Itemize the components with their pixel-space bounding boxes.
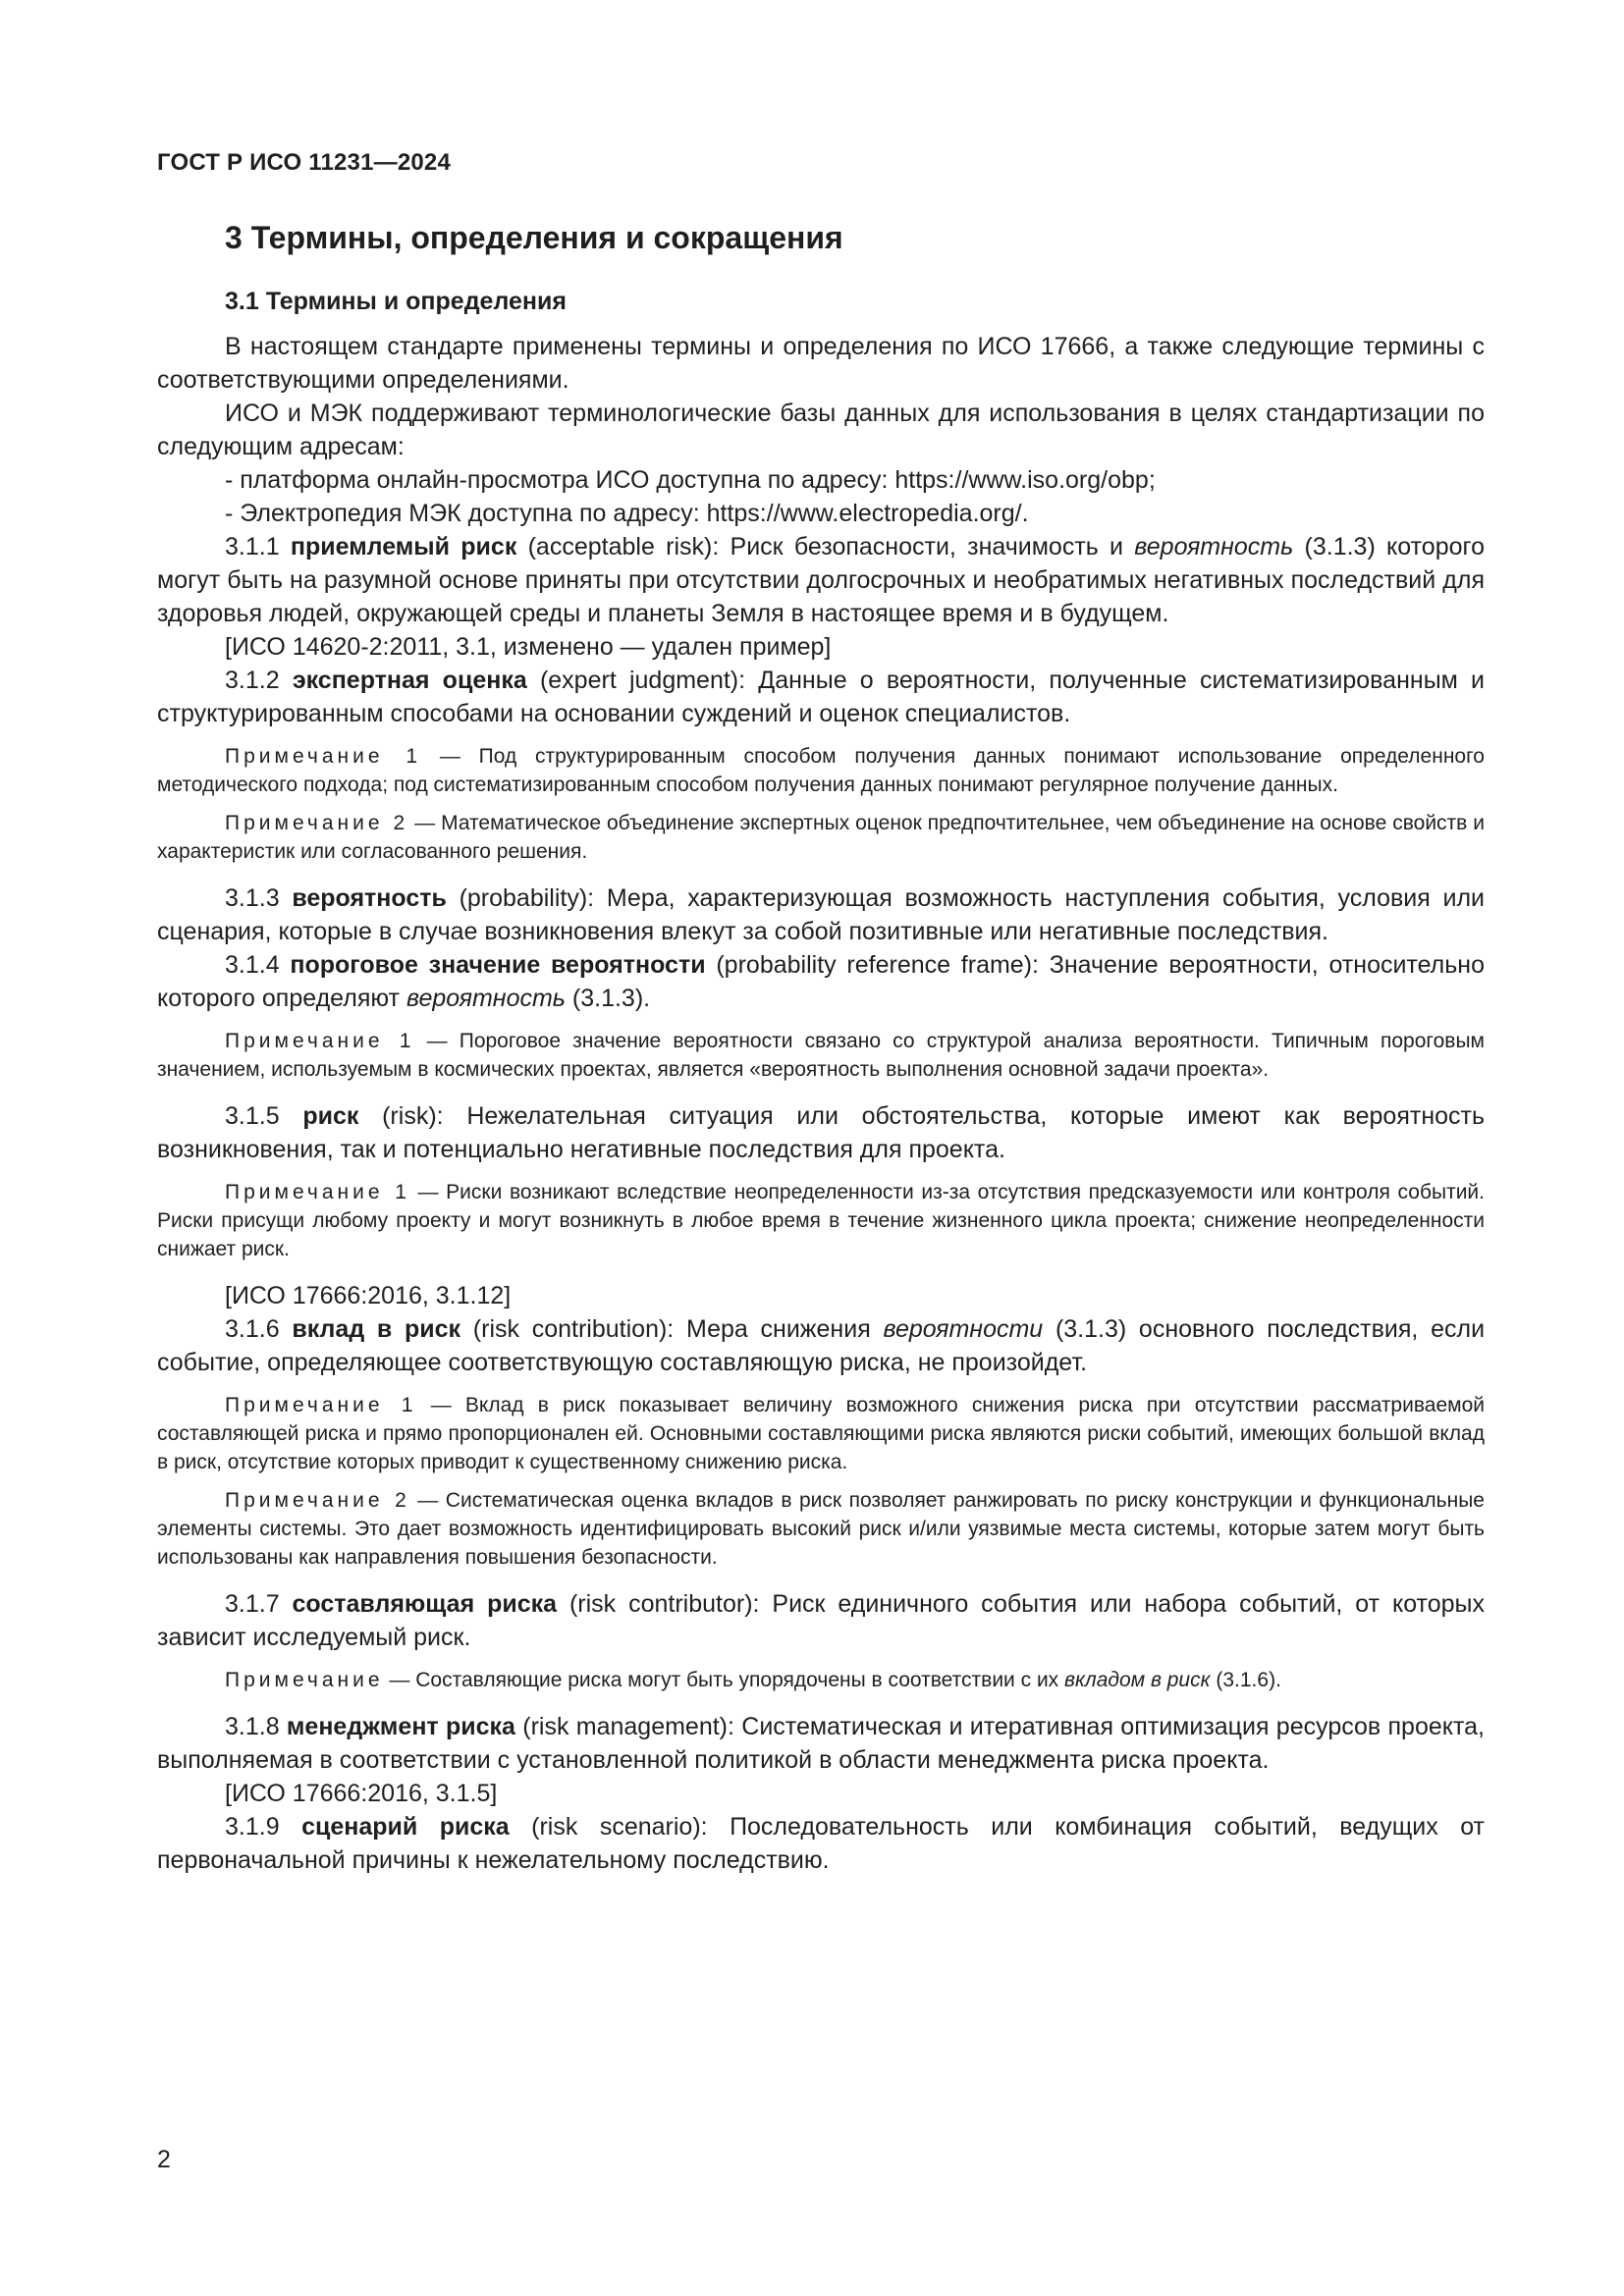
note-text: — Систематическая оценка вкладов в риск позволяет ранжировать по риску конструкции и функциональные элементы системы. Это дает возможность идентифицировать высокий риск и/или уязвимые места системы, которые затем могут быть использованы как направления повышения безопасности. <box>157 1489 1485 1569</box>
note-label: Примечание 1 <box>225 745 422 768</box>
note-text: — Пороговое значение вероятности связано со структурой анализа вероятности. Типичным пороговым значением, используемым в космических проектах, является «вероятность выполнения основной задачи проекта». <box>157 1030 1485 1081</box>
term-definition: Риск единичного события или набора событий, от которых зависит исследуемый риск. <box>157 1590 1486 1651</box>
term-name: сценарий риска <box>301 1813 510 1841</box>
term-english: (probability): <box>459 884 595 912</box>
term-english: (risk scenario): <box>531 1813 708 1841</box>
term-definition: (3.1.3) основного последствия, если событие, определяющее соответствующую составляющую риска, не произойдет. <box>157 1315 1486 1376</box>
note-text: — Математическое объединение экспертных оценок предпочтительнее, чем объединение на основе свойств и характеристик или согласованного решения. <box>157 812 1485 863</box>
note-text: — Риски возникают вследствие неопределенности из-за отсутствия предсказуемости или контроля событий. Риски присущи любому проекту и могут возникнуть в любое время в течение жизненного цикла проекта; снижение неопределенности снижает риск. <box>157 1181 1485 1260</box>
list-item: - платформа онлайн-просмотра ИСО доступна по адресу: https://www.iso.org/obp; <box>225 466 1156 494</box>
term-note <box>157 1027 1485 1084</box>
term-definition: Значение вероятности, относительно которого определяют <box>157 951 1485 1012</box>
section-title: 3 Термины, определения и сокращения <box>225 220 843 255</box>
term-english: (expert judgment): <box>539 667 746 694</box>
note-text: (3.1.6). <box>1216 1669 1281 1691</box>
term-number: 3.1.2 <box>225 667 280 694</box>
term-source: [ИСО 14620-2:2011, 3.1, изменено — удален пример] <box>225 633 832 661</box>
term-english: (risk contribution): <box>472 1315 675 1343</box>
intro-paragraph: В настоящем стандарте применены термины и определения по ИСО 17666, а также следующие термины с соответствующими определениями. <box>157 333 1485 394</box>
term-reference: вероятности <box>883 1315 1044 1343</box>
term-source: [ИСО 17666:2016, 3.1.5] <box>225 1780 498 1807</box>
term-entry-3-1-4 <box>157 948 1485 1015</box>
term-note <box>157 1391 1485 1476</box>
term-entry-3-1-6 <box>157 1312 1485 1379</box>
term-number: 3.1.8 <box>225 1713 280 1740</box>
term-name: составляющая риска <box>292 1590 558 1618</box>
term-number: 3.1.1 <box>225 533 280 561</box>
term-entry-3-1-3 <box>157 881 1485 948</box>
term-note <box>157 1486 1485 1572</box>
note-label: Примечание <box>225 1669 384 1691</box>
note-label: Примечание 2 <box>225 1489 410 1512</box>
term-number: 3.1.3 <box>225 884 280 912</box>
term-name: вклад в риск <box>292 1315 461 1343</box>
note-label: Примечание 1 <box>225 1030 415 1052</box>
term-name: вероятность <box>292 884 447 912</box>
term-reference: вероятность <box>1134 533 1294 561</box>
note-text: — Под структурированным способом получения данных понимают использование определенного методического подхода; под систематизированным способом получения данных понимают регулярное получение данных. <box>157 745 1485 796</box>
list-item: - Электропедия МЭК доступна по адресу: https://www.electropedia.org/. <box>225 500 1029 527</box>
term-definition: Мера, характеризующая возможность наступления события, условия или сценария, которые в случае возникновения влекут за собой позитивные или негативные последствия. <box>157 884 1486 945</box>
note-label: Примечание 1 <box>225 1181 410 1203</box>
term-name: приемлемый риск <box>290 533 517 561</box>
term-entry-3-1-5 <box>157 1099 1485 1166</box>
term-definition: (3.1.3). <box>571 985 651 1012</box>
term-definition: Нежелательная ситуация или обстоятельства, которые имеют как вероятность возникновения, так и потенциально негативные последствия для проекта. <box>157 1102 1485 1163</box>
term-name: риск <box>302 1102 359 1130</box>
term-definition: Риск безопасности, значимость и <box>730 533 1124 561</box>
term-source: [ИСО 17666:2016, 3.1.12] <box>225 1282 512 1309</box>
term-definition: Систематическая и итеративная оптимизация ресурсов проекта, выполняемая в соответствии с установленной политикой в области менеджмента риска проекта. <box>157 1713 1485 1774</box>
term-note <box>157 1666 1485 1694</box>
term-number: 3.1.4 <box>225 951 280 979</box>
note-text: — Вклад в риск показывает величину возможного снижения риска при отсутствии рассматриваемой составляющей риска и прямо пропорционален ей. Основными составляющими риска являются риски событий, имеющих большой вклад в риск, отсутствие которых приводит к существенному снижению риска. <box>157 1394 1485 1473</box>
term-entry-3-1-7 <box>157 1587 1485 1654</box>
term-entry-3-1-9 <box>157 1810 1485 1877</box>
term-definition: (3.1.3) которого могут быть на разумной основе приняты при отсутствии долгосрочных и необратимых негативных последствий для здоровья людей, окружающей среды и планеты Земля в настоящее время и в будущем. <box>157 533 1485 627</box>
page-number: 2 <box>157 2146 171 2173</box>
note-label: Примечание 2 <box>225 812 409 834</box>
term-note <box>157 742 1485 799</box>
term-reference: вероятность <box>406 985 566 1012</box>
term-entry-3-1-8 <box>157 1710 1485 1777</box>
term-name: менеджмент риска <box>286 1713 515 1740</box>
note-reference: вкладом в риск <box>1064 1669 1211 1691</box>
document-body <box>157 218 1485 1877</box>
term-english: (risk contributor): <box>568 1590 760 1618</box>
document-header: ГОСТ Р ИСО 11231—2024 <box>157 149 452 176</box>
term-english: (risk): <box>382 1102 444 1130</box>
term-english: (probability reference frame): <box>716 951 1039 979</box>
intro-paragraph: ИСО и МЭК поддерживают терминологические базы данных для использования в целях стандартизации по следующим адресам: <box>157 400 1485 460</box>
subsection-title: 3.1 Термины и определения <box>225 288 567 315</box>
term-english: (risk management): <box>522 1713 734 1740</box>
term-number: 3.1.9 <box>225 1813 280 1841</box>
term-note <box>157 1178 1485 1263</box>
term-english: (acceptable risk): <box>527 533 720 561</box>
term-entry-3-1-2 <box>157 664 1485 730</box>
term-number: 3.1.6 <box>225 1315 280 1343</box>
term-name: экспертная оценка <box>292 667 527 694</box>
note-label: Примечание 1 <box>225 1394 417 1416</box>
term-note <box>157 809 1485 866</box>
term-name: пороговое значение вероятности <box>290 951 706 979</box>
term-number: 3.1.5 <box>225 1102 280 1130</box>
term-number: 3.1.7 <box>225 1590 280 1618</box>
note-text: — Составляющие риска могут быть упорядочены в соответствии с их <box>389 1669 1059 1691</box>
term-definition: Мера снижения <box>685 1315 871 1343</box>
term-entry-3-1-1 <box>157 530 1485 630</box>
term-definition: Последовательность или комбинация событий, ведущих от первоначальной причины к нежелательному последствию. <box>157 1813 1486 1874</box>
term-definition: Данные о вероятности, полученные систематизированным и структурированным способами на основании суждений и оценок специалистов. <box>157 667 1486 727</box>
